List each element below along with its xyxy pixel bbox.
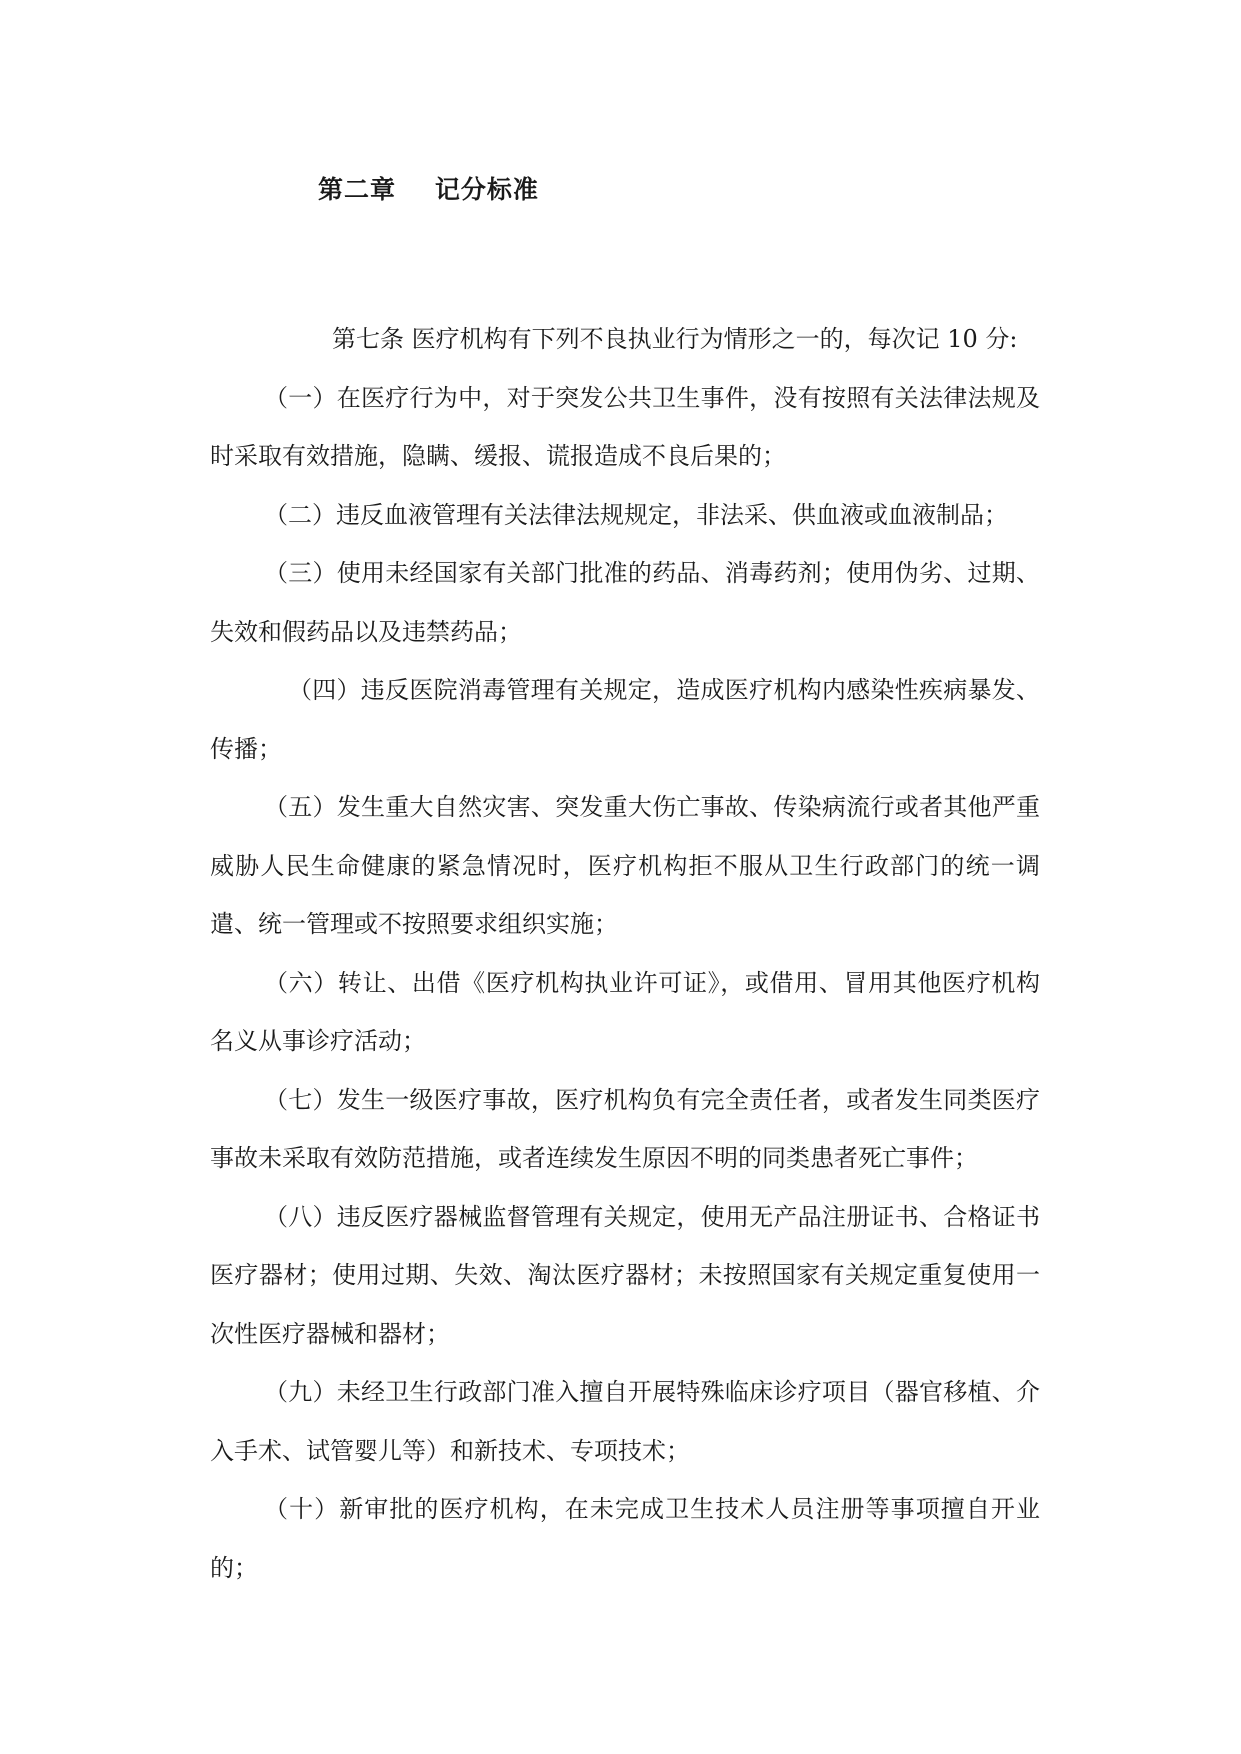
article-item-7: （七）发生一级医疗事故，医疗机构负有完全责任者，或者发生同类医疗事故未采取有效防范措施，或者连续发生原因不明的同类患者死亡事件； — [210, 1085, 1040, 1172]
article-item-10: （十）新审批的医疗机构，在未完成卫生技术人员注册等事项擅自开业的； — [210, 1495, 1040, 1582]
article-item-4: （四）违反医院消毒管理有关规定，造成医疗机构内感染性疾病暴发、传播； — [210, 676, 1040, 763]
article-item-1: （一）在医疗行为中，对于突发公共卫生事件，没有按照有关法律法规及时采取有效措施，隐瞒、缓报、谎报造成不良后果的； — [210, 383, 1040, 470]
article-body — [210, 310, 1040, 1597]
article-item-8: （八）违反医疗器械监督管理有关规定，使用无产品注册证书、合格证书医疗器材；使用过期、失效、淘汰医疗器材；未按照国家有关规定重复使用一次性医疗器械和器材； — [210, 1202, 1040, 1348]
article-item-5: （五）发生重大自然灾害、突发重大伤亡事故、传染病流行或者其他严重威胁人民生命健康的紧急情况时，医疗机构拒不服从卫生行政部门的统一调遣、统一管理或不按照要求组织实施； — [210, 793, 1040, 938]
article-item-3: （三）使用未经国家有关部门批准的药品、消毒药剂；使用伪劣、过期、失效和假药品以及违禁药品； — [210, 559, 1040, 646]
article-item-9: （九）未经卫生行政部门准入擅自开展特殊临床诊疗项目（器官移植、介入手术、试管婴儿等）和新技术、专项技术； — [210, 1378, 1040, 1465]
article-item-6: （六）转让、出借《医疗机构执业许可证》，或借用、冒用其他医疗机构名义从事诊疗活动； — [210, 968, 1040, 1055]
article-heading: 第七条 医疗机构有下列不良执业行为情形之一的，每次记 10 分: — [332, 325, 1018, 353]
chapter-title: 第二章 记分标准 — [318, 175, 539, 204]
article-item-2: （二）违反血液管理有关法律法规规定，非法采、供血液或血液制品； — [264, 500, 1008, 529]
